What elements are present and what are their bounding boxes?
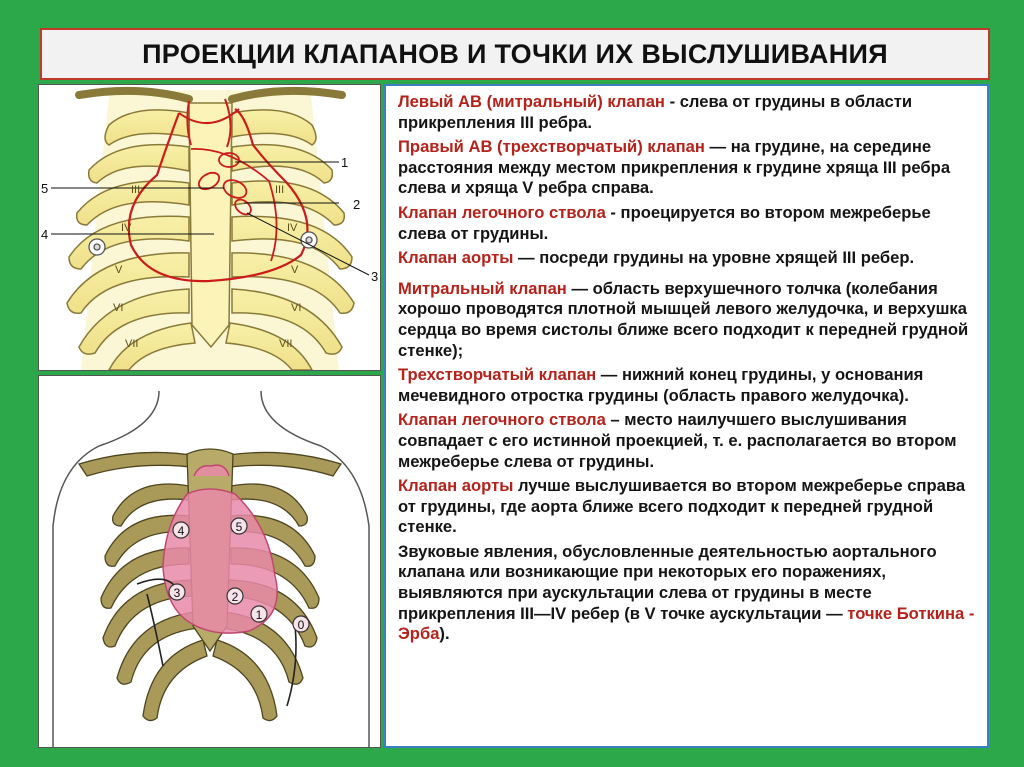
svg-text:5: 5 xyxy=(41,181,49,196)
svg-text:III: III xyxy=(131,184,141,196)
point-1 xyxy=(251,606,267,622)
svg-text:1: 1 xyxy=(255,608,263,622)
svg-text:1: 1 xyxy=(341,155,349,170)
svg-text:2: 2 xyxy=(231,590,239,604)
paragraph-mitral-projection: Левый АВ (митральный) клапан - слева от грудины в области прикрепления III ребра. xyxy=(398,92,913,132)
paragraph-aortic-projection: Клапан аорты — посреди грудины на уровне хрящей III ребер. xyxy=(398,248,915,268)
svg-text:3: 3 xyxy=(371,269,379,284)
sternum xyxy=(189,103,232,347)
valve-projection-diagram xyxy=(39,85,381,371)
point-3 xyxy=(169,584,185,600)
point-5 xyxy=(231,518,247,534)
valve-projection-figure xyxy=(38,84,381,371)
auscultation-points-figure xyxy=(38,375,381,748)
svg-text:4: 4 xyxy=(177,524,185,538)
svg-text:V: V xyxy=(115,264,123,276)
svg-text:IV: IV xyxy=(287,222,298,234)
paragraph-pulmonary-auscultation: Клапан легочного ствола – место наилучшего выслушивания совпадает с его истинной проекцией, т. е. располагается во втором межреберье слева от грудины. xyxy=(398,410,957,471)
text-panel xyxy=(384,84,989,748)
svg-text:4: 4 xyxy=(41,227,49,242)
svg-text:VI: VI xyxy=(113,302,124,314)
svg-text:VII: VII xyxy=(279,338,293,350)
svg-text:VII: VII xyxy=(125,338,139,350)
svg-text:IV: IV xyxy=(121,222,132,234)
svg-text:III: III xyxy=(275,184,285,196)
svg-text:0: 0 xyxy=(297,618,305,632)
point-2 xyxy=(227,588,243,604)
paragraph-mitral-auscultation: Митральный клапан — область верхушечного толчка (колебания хорошо проводятся плотной мышцей левого желудочка, и верхушка сердца во время систолы ближе всего подходит к передней грудной стенке); xyxy=(398,278,969,360)
svg-text:V: V xyxy=(291,264,299,276)
svg-text:VI: VI xyxy=(291,302,302,314)
svg-text:5: 5 xyxy=(235,520,243,534)
paragraph-tricuspid-auscultation: Трехстворчатый клапан — нижний конец грудины, у основания мечевидного отростка грудины (область правого желудочка). xyxy=(398,365,924,405)
point-0 xyxy=(293,616,309,632)
paragraph-aortic-auscultation: Клапан аорты лучше выслушивается во втором межреберье справа от грудины, где аорта ближе всего подходит к передней грудной стенке. xyxy=(398,476,966,537)
auscultation-diagram xyxy=(39,376,381,748)
point-4 xyxy=(173,522,189,538)
svg-text:3: 3 xyxy=(173,586,181,600)
page-title: ПРОЕКЦИИ КЛАПАНОВ И ТОЧКИ ИХ ВЫСЛУШИВАНИЯ xyxy=(142,38,888,69)
paragraph-tricuspid-projection: Правый АВ (трехстворчатый) клапан — на грудине, на середине расстояния между местом прикрепления к грудине хряща III ребра слева и хряща V ребра справа. xyxy=(398,137,951,198)
title-box xyxy=(40,28,990,80)
svg-text:2: 2 xyxy=(353,197,361,212)
paragraph-pulmonary-projection: Клапан легочного ствола - проецируется во втором межреберье слева от грудины. xyxy=(398,202,931,243)
paragraph-botkin-erb-point: Звуковые явления, обусловленные деятельностью аортального клапана или возникающие при некоторых его поражениях, выявляются при аускультации слева от грудины в месте прикрепления III—IV ребер (в V точке аускультации — точке Боткина - Эрба). xyxy=(398,541,975,644)
